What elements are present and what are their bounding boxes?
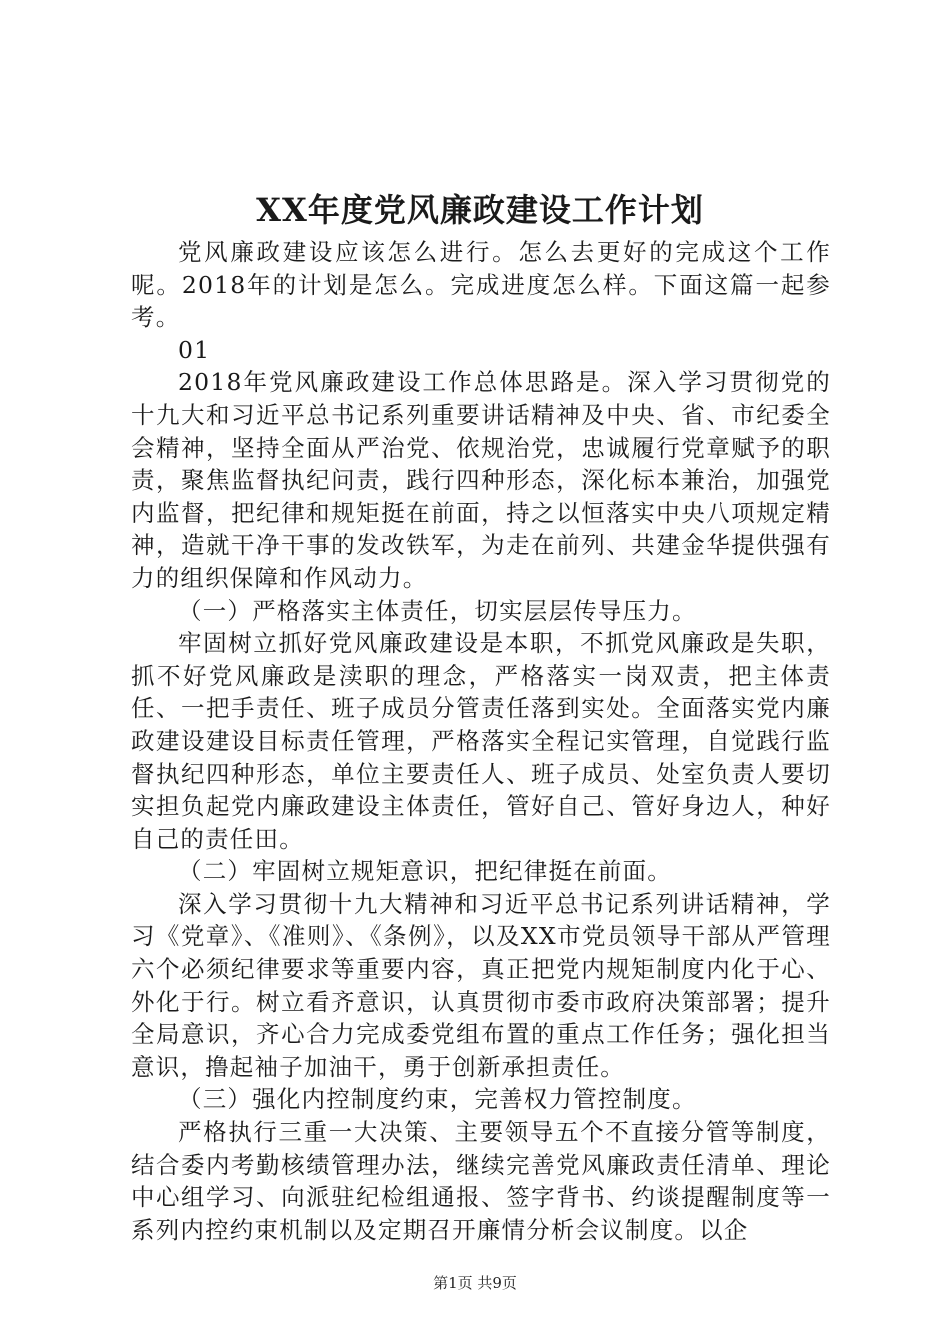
document-title: XX年度党风廉政建设工作计划 <box>256 191 704 229</box>
heading-section-3: （三）强化内控制度约束，完善权力管控制度。 <box>178 1085 697 1114</box>
page-footer: 第1页 共9页 <box>433 1274 517 1292</box>
paragraph-section-1: 牢固树立抓好党风廉政建设是本职，不抓党风廉政是失职，抓不好党风廉政是渎职的理念，严格落实一岗双责，把主体责任、一把手责任、班子成员分管责任落到实处。全面落实党内廉政建设建设目标责任管理，严格落实全程记实管理，自觉践行监督执纪四种形态，单位主要责任人、班子成员、处室负责人要切实担负起党内廉政建设主体责任，管好自己、管好身边人，种好自己的责任田。 <box>131 629 831 853</box>
heading-section-2: （二）牢固树立规矩意识，把纪律挺在前面。 <box>178 857 672 886</box>
heading-section-1: （一）严格落实主体责任，切实层层传导压力。 <box>178 596 697 625</box>
document-body <box>131 236 831 1246</box>
paragraph-section-2: 深入学习贯彻十九大精神和习近平总书记系列讲话精神，学习《党章》、《准则》、《条例》，以及XX市党员领导干部从严管理六个必须纪律要求等重要内容，真正把党内规矩制度内化于心、外化于行。树立看齐意识，认真贯彻市委市政府决策部署；提升全局意识，齐心合力完成委党组布置的重点工作任务；强化担当意识，撸起袖子加油干，勇于创新承担责任。 <box>131 889 831 1081</box>
paragraph-overall-approach: 2018年党风廉政建设工作总体思路是。深入学习贯彻党的十九大和习近平总书记系列重要讲话精神及中央、省、市纪委全会精神，坚持全面从严治党、依规治党，忠诚履行党章赋予的职责，聚焦监督执纪问责，践行四种形态，深化标本兼治，加强党内监督，把纪律和规矩挺在前面，持之以恒落实中央八项规定精神，造就干净干事的发改铁军，为走在前列、共建金华提供强有力的组织保障和作风动力。 <box>131 368 831 592</box>
paragraph-section-3: 严格执行三重一大决策、主要领导五个不直接分管等制度，结合委内考勤核绩管理办法，继续完善党风廉政责任清单、理论中心组学习、向派驻纪检组通报、签字背书、约谈提醒制度等一系列内控约束机制以及定期召开廉情分析会议制度。以企 <box>131 1118 831 1244</box>
section-number: 01 <box>178 335 211 364</box>
paragraph-intro: 党风廉政建设应该怎么进行。怎么去更好的完成这个工作呢。2018年的计划是怎么。完成进度怎么样。下面这篇一起参考。 <box>131 238 831 332</box>
